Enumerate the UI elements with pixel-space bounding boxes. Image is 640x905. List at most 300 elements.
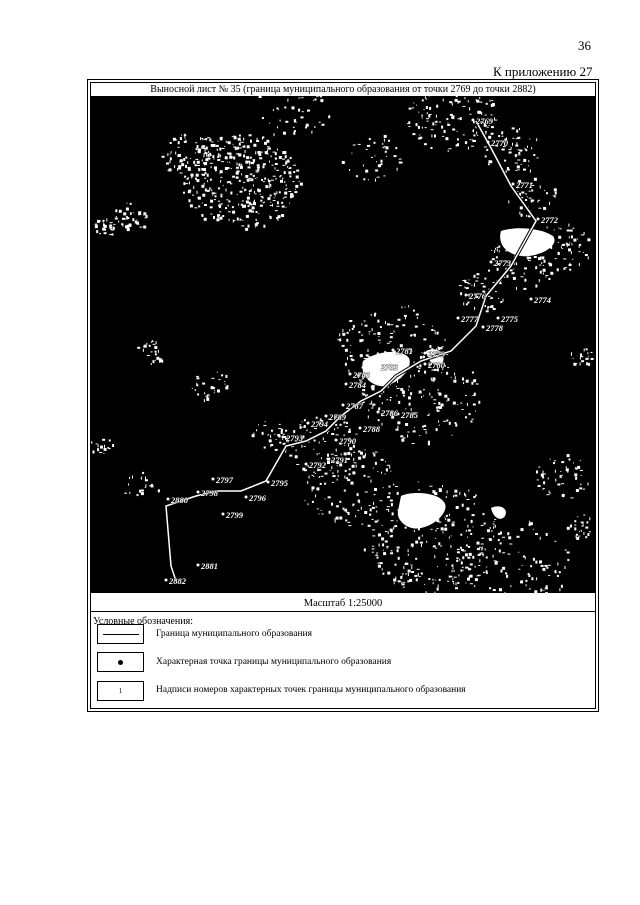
terrain-speck <box>583 515 585 516</box>
terrain-speck <box>500 542 502 544</box>
terrain-speck <box>204 183 205 185</box>
terrain-speck <box>375 452 378 453</box>
terrain-speck <box>390 333 393 334</box>
terrain-speck <box>271 155 272 157</box>
terrain-speck <box>369 334 370 335</box>
terrain-speck <box>96 230 98 233</box>
terrain-speck <box>142 472 144 474</box>
terrain-speck <box>141 492 144 495</box>
boundary-point-label: 2790 <box>339 436 356 446</box>
terrain-speck <box>220 177 222 178</box>
terrain-speck <box>212 192 215 194</box>
terrain-speck <box>212 141 214 142</box>
terrain-speck <box>366 354 369 356</box>
terrain-speck <box>285 430 287 432</box>
terrain-speck <box>342 333 345 336</box>
terrain-speck <box>129 492 130 494</box>
terrain-speck <box>104 445 105 448</box>
terrain-speck <box>445 524 447 526</box>
terrain-speck <box>230 153 232 156</box>
terrain-speck <box>285 189 287 190</box>
terrain-speck <box>264 178 266 180</box>
terrain-speck <box>361 524 363 525</box>
terrain-speck <box>312 486 315 489</box>
terrain-speck <box>236 167 239 169</box>
terrain-speck <box>218 205 221 207</box>
terrain-speck <box>242 201 244 202</box>
terrain-speck <box>429 107 431 110</box>
terrain-speck <box>188 191 191 193</box>
terrain-speck <box>210 206 213 208</box>
terrain-speck <box>400 162 403 164</box>
terrain-speck <box>467 525 468 528</box>
terrain-speck <box>527 146 528 148</box>
boundary-point-label: 2782 <box>381 362 398 372</box>
boundary-point-label: 2792 <box>309 460 326 470</box>
terrain-speck <box>284 171 286 174</box>
terrain-speck <box>454 570 455 572</box>
terrain-speck <box>374 155 375 156</box>
terrain-speck <box>474 307 475 310</box>
terrain-speck <box>579 263 580 266</box>
terrain-speck <box>372 404 375 406</box>
terrain-speck <box>440 546 442 547</box>
terrain-speck <box>321 457 322 459</box>
terrain-speck <box>390 399 391 401</box>
terrain-speck <box>456 560 458 562</box>
terrain-speck <box>339 333 340 336</box>
terrain-speck <box>539 560 542 563</box>
terrain-speck <box>433 579 434 581</box>
terrain-speck <box>382 543 384 546</box>
terrain-speck <box>227 162 228 163</box>
boundary-point-dot <box>335 439 338 442</box>
terrain-speck <box>572 259 573 260</box>
terrain-speck <box>126 217 129 219</box>
terrain-speck <box>181 135 182 136</box>
terrain-speck <box>431 378 432 381</box>
terrain-speck <box>196 377 199 379</box>
terrain-speck <box>454 373 455 376</box>
terrain-speck <box>525 149 527 151</box>
terrain-speck <box>485 155 487 157</box>
terrain-speck <box>443 531 444 533</box>
terrain-speck <box>352 465 355 468</box>
terrain-speck <box>292 106 295 109</box>
terrain-speck <box>195 165 198 166</box>
terrain-speck <box>314 126 315 128</box>
terrain-speck <box>395 577 396 580</box>
terrain-speck <box>289 203 290 204</box>
terrain-speck <box>508 554 511 555</box>
terrain-speck <box>518 552 519 553</box>
boundary-point-dot <box>424 363 427 366</box>
terrain-speck <box>357 493 359 496</box>
terrain-speck <box>543 471 544 474</box>
terrain-speck <box>103 222 104 223</box>
terrain-speck <box>435 331 436 334</box>
terrain-speck <box>178 154 181 157</box>
terrain-speck <box>580 470 583 471</box>
terrain-speck <box>433 377 436 380</box>
terrain-speck <box>263 181 265 182</box>
terrain-speck <box>589 531 591 532</box>
terrain-speck <box>287 159 289 162</box>
terrain-speck <box>377 177 380 178</box>
terrain-speck <box>385 151 387 153</box>
terrain-speck <box>469 283 470 284</box>
terrain-speck <box>540 271 542 274</box>
terrain-speck <box>418 138 421 140</box>
terrain-speck <box>369 505 371 506</box>
terrain-speck <box>282 165 285 166</box>
terrain-speck <box>518 152 520 154</box>
terrain-speck <box>191 174 194 177</box>
terrain-speck <box>511 147 512 149</box>
terrain-speck <box>270 205 272 206</box>
terrain-speck <box>562 248 563 249</box>
terrain-speck <box>113 224 115 225</box>
terrain-speck <box>356 434 358 435</box>
terrain-speck <box>173 138 176 141</box>
terrain-speck <box>417 366 419 368</box>
terrain-speck <box>99 220 101 221</box>
terrain-speck <box>571 352 572 353</box>
terrain-speck <box>312 475 314 476</box>
terrain-speck <box>585 536 587 538</box>
terrain-speck <box>494 519 496 520</box>
terrain-speck <box>488 270 490 272</box>
terrain-speck <box>179 160 182 162</box>
terrain-speck <box>339 338 341 341</box>
terrain-speck <box>287 188 288 189</box>
terrain-speck <box>435 580 436 581</box>
terrain-speck <box>524 279 526 282</box>
terrain-speck <box>201 169 203 170</box>
terrain-speck <box>477 542 480 545</box>
terrain-speck <box>337 339 339 340</box>
terrain-speck <box>207 137 208 138</box>
terrain-speck <box>490 306 493 308</box>
terrain-speck <box>284 192 287 195</box>
terrain-speck <box>399 159 402 160</box>
terrain-speck <box>170 160 171 163</box>
terrain-speck <box>273 109 274 111</box>
terrain-speck <box>143 349 144 352</box>
terrain-speck <box>536 138 537 141</box>
terrain-speck <box>428 578 430 580</box>
terrain-speck <box>388 509 389 512</box>
terrain-speck <box>151 342 152 343</box>
terrain-speck <box>190 158 191 159</box>
terrain-speck <box>289 167 291 169</box>
terrain-speck <box>541 256 544 259</box>
boundary-point-label: 2771 <box>516 180 533 190</box>
terrain-speck <box>418 573 419 576</box>
terrain-speck <box>335 520 336 523</box>
terrain-speck <box>425 127 427 128</box>
terrain-speck <box>197 161 200 164</box>
terrain-speck <box>242 187 243 189</box>
terrain-speck <box>518 569 520 570</box>
terrain-speck <box>378 340 381 341</box>
terrain-speck <box>466 380 469 383</box>
boundary-point-label: 2780 <box>428 360 445 370</box>
terrain-speck <box>403 566 404 569</box>
terrain-speck <box>581 522 583 523</box>
terrain-speck <box>508 200 509 203</box>
terrain-speck <box>555 570 557 573</box>
terrain-speck <box>269 187 270 188</box>
terrain-speck <box>230 192 232 195</box>
terrain-speck <box>445 137 448 140</box>
terrain-speck <box>483 286 486 288</box>
terrain-speck <box>574 473 577 476</box>
boundary-point-dot <box>530 298 533 301</box>
terrain-speck <box>455 587 458 589</box>
terrain-speck <box>313 476 314 477</box>
terrain-speck <box>453 582 454 584</box>
terrain-speck <box>132 476 133 479</box>
terrain-speck <box>523 159 526 162</box>
terrain-speck <box>167 153 168 156</box>
terrain-speck <box>510 585 511 587</box>
terrain-speck <box>571 251 572 254</box>
terrain-speck <box>261 179 263 181</box>
terrain-speck <box>483 554 484 557</box>
boundary-point-dot <box>212 478 215 481</box>
terrain-speck <box>467 302 469 304</box>
terrain-speck <box>353 325 355 328</box>
terrain-speck <box>468 147 469 150</box>
boundary-point-label: 2785 <box>401 410 418 420</box>
terrain-speck <box>586 362 588 365</box>
terrain-speck <box>546 192 548 194</box>
terrain-speck <box>390 324 393 325</box>
terrain-speck <box>371 314 372 316</box>
terrain-speck <box>446 401 447 402</box>
terrain-speck <box>516 287 517 290</box>
terrain-speck <box>231 168 232 169</box>
terrain-speck <box>429 345 431 348</box>
terrain-speck <box>204 392 205 394</box>
terrain-speck <box>361 335 363 336</box>
terrain-speck <box>394 582 395 584</box>
legend-text-number: Надписи номеров характерных точек границы муниципального образования <box>156 685 466 695</box>
terrain-speck <box>523 169 526 171</box>
terrain-speck <box>466 530 467 532</box>
terrain-speck <box>481 112 482 115</box>
terrain-speck <box>244 145 245 147</box>
terrain-speck <box>237 163 238 166</box>
terrain-speck <box>273 176 276 177</box>
terrain-speck <box>372 529 375 530</box>
terrain-speck <box>486 149 488 151</box>
terrain-speck <box>474 503 475 505</box>
terrain-speck <box>473 134 475 136</box>
terrain-speck <box>479 547 481 548</box>
terrain-speck <box>462 556 464 559</box>
terrain-speck <box>478 111 481 114</box>
terrain-speck <box>271 180 274 181</box>
terrain-speck <box>497 248 498 251</box>
terrain-speck <box>95 225 98 228</box>
terrain-speck <box>414 530 415 532</box>
terrain-speck <box>204 204 207 206</box>
terrain-speck <box>272 204 273 207</box>
terrain-speck <box>302 427 304 428</box>
terrain-speck <box>309 476 310 479</box>
terrain-speck <box>446 496 447 498</box>
terrain-speck <box>558 228 559 229</box>
terrain-speck <box>102 228 105 231</box>
terrain-speck <box>542 476 544 478</box>
terrain-speck <box>451 535 452 536</box>
terrain-speck <box>137 347 140 349</box>
terrain-speck <box>518 169 520 170</box>
terrain-speck <box>469 553 472 556</box>
terrain-speck <box>516 130 518 133</box>
terrain-speck <box>364 511 367 514</box>
terrain-speck <box>365 170 368 173</box>
terrain-speck <box>286 207 287 208</box>
terrain-speck <box>412 443 415 444</box>
terrain-speck <box>221 195 223 197</box>
terrain-speck <box>392 512 394 515</box>
terrain-speck <box>262 432 264 435</box>
terrain-speck <box>441 126 443 129</box>
terrain-speck <box>487 308 488 310</box>
boundary-point-label: 2880 <box>171 495 188 505</box>
terrain-speck <box>574 527 576 530</box>
terrain-speck <box>533 529 534 530</box>
terrain-speck <box>320 99 323 102</box>
terrain-speck <box>138 211 141 214</box>
terrain-speck <box>233 220 234 223</box>
terrain-speck <box>332 482 334 483</box>
terrain-speck <box>545 592 548 593</box>
legend-divider <box>90 611 596 612</box>
terrain-speck <box>397 520 398 521</box>
terrain-speck <box>559 484 560 485</box>
terrain-speck <box>446 515 448 517</box>
terrain-speck <box>411 565 413 566</box>
terrain-speck <box>485 548 486 550</box>
terrain-speck <box>475 126 476 128</box>
terrain-speck <box>200 137 201 140</box>
terrain-speck <box>585 254 588 256</box>
terrain-speck <box>429 393 430 396</box>
terrain-speck <box>493 589 496 591</box>
terrain-speck <box>102 439 105 441</box>
terrain-speck <box>224 146 225 147</box>
boundary-point-label: 2794 <box>311 419 328 429</box>
terrain-speck <box>457 549 460 550</box>
terrain-speck <box>460 117 462 120</box>
terrain-speck <box>577 469 578 470</box>
terrain-speck <box>103 453 104 454</box>
terrain-speck <box>349 473 351 475</box>
terrain-speck <box>545 277 546 278</box>
terrain-speck <box>364 548 366 551</box>
terrain-speck <box>402 391 405 394</box>
terrain-speck <box>214 390 215 391</box>
terrain-speck <box>289 175 291 177</box>
terrain-speck <box>301 445 302 448</box>
terrain-speck <box>439 425 440 426</box>
terrain-speck <box>587 352 588 354</box>
terrain-speck <box>265 421 266 422</box>
terrain-speck <box>465 282 468 283</box>
terrain-speck <box>349 169 350 171</box>
terrain-speck <box>561 461 564 463</box>
terrain-speck <box>321 510 322 511</box>
terrain-speck <box>233 157 235 160</box>
terrain-speck <box>145 217 147 218</box>
terrain-speck <box>568 248 571 251</box>
terrain-speck <box>533 154 535 156</box>
terrain-speck <box>486 566 487 567</box>
terrain-speck <box>414 575 417 577</box>
terrain-speck <box>270 216 272 219</box>
boundary-point-label: 2769 <box>476 116 493 126</box>
terrain-speck <box>489 540 492 541</box>
terrain-speck <box>444 130 446 133</box>
terrain-speck <box>419 435 420 436</box>
terrain-speck <box>424 584 425 585</box>
terrain-speck <box>285 155 287 158</box>
terrain-speck <box>433 381 434 382</box>
terrain-speck <box>275 152 277 155</box>
terrain-speck <box>468 567 469 570</box>
terrain-speck <box>232 136 233 137</box>
terrain-speck <box>376 553 378 554</box>
terrain-speck <box>428 443 430 445</box>
terrain-speck <box>360 354 363 357</box>
terrain-speck <box>464 519 465 521</box>
terrain-speck <box>151 351 153 352</box>
boundary-point-dot <box>167 498 170 501</box>
terrain-speck <box>447 398 449 401</box>
terrain-speck <box>238 154 241 157</box>
terrain-speck <box>255 227 256 228</box>
terrain-speck <box>462 504 464 507</box>
terrain-speck <box>188 177 189 178</box>
terrain-speck <box>452 578 453 580</box>
terrain-speck <box>336 517 339 520</box>
terrain-speck <box>473 404 476 406</box>
terrain-speck <box>517 191 518 192</box>
terrain-speck <box>372 328 373 331</box>
terrain-speck <box>332 473 334 474</box>
terrain-speck <box>502 567 505 570</box>
terrain-speck <box>239 180 241 182</box>
terrain-speck <box>377 557 379 559</box>
terrain-speck <box>484 523 486 525</box>
terrain-speck <box>378 520 379 522</box>
terrain-speck <box>429 114 432 115</box>
terrain-speck <box>446 565 447 566</box>
boundary-point-dot <box>267 481 270 484</box>
terrain-speck <box>350 345 351 346</box>
terrain-speck <box>464 97 465 99</box>
terrain-speck <box>96 223 97 224</box>
terrain-speck <box>420 542 423 544</box>
terrain-speck <box>269 123 270 124</box>
terrain-speck <box>195 142 197 143</box>
terrain-speck <box>211 189 212 191</box>
terrain-speck <box>202 159 203 161</box>
